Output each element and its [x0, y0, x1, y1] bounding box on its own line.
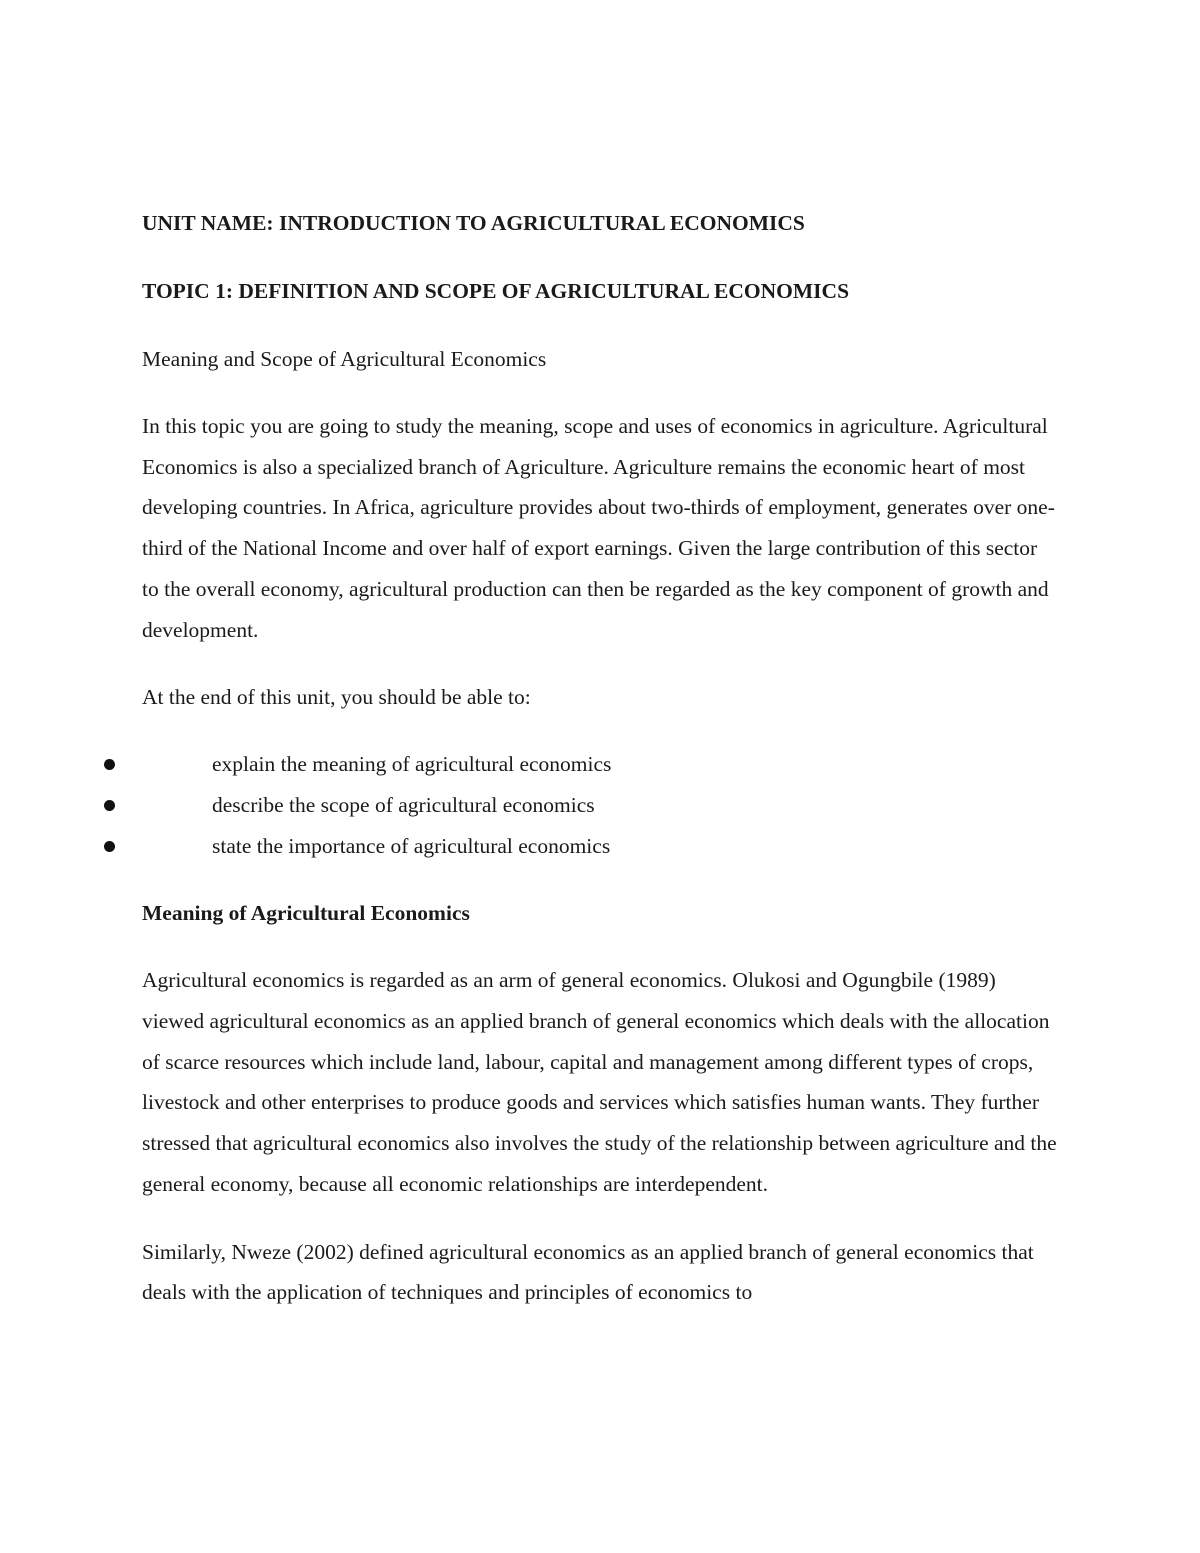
intro-paragraph: In this topic you are going to study the meaning, scope and uses of economics in agriculture. Agricultural Economics is also a specialized branch of Agriculture. Agriculture remains the economic heart of most developing countries. In Africa, agriculture provides about two-thirds of employment, generates over one-third of the National Income and over half of export earnings. Given the large contribution of this sector to the overall economy, agricultural production can then be regarded as the key component of growth and development. [142, 414, 1055, 642]
unit-heading: UNIT NAME: INTRODUCTION TO AGRICULTURAL ECONOMICS [142, 211, 805, 235]
bullet-icon [104, 800, 115, 811]
objectives-lead: At the end of this unit, you should be able to: [142, 685, 531, 710]
objective-text: state the importance of agricultural economics [212, 833, 611, 858]
topic-heading: TOPIC 1: DEFINITION AND SCOPE OF AGRICULTURAL ECONOMICS [142, 279, 850, 303]
section-title: Meaning of Agricultural Economics [142, 901, 470, 926]
meaning-paragraph-2: Similarly, Nweze (2002) defined agricultural economics as an applied branch of general economics that deals with the application of techniques and principles of economics to [142, 1239, 1034, 1305]
objective-text: describe the scope of agricultural economics [212, 792, 595, 817]
topic-subtitle: Meaning and Scope of Agricultural Economics [142, 347, 547, 371]
meaning-paragraph-1: Agricultural economics is regarded as an arm of general economics. Olukosi and Ogungbile (1989) viewed agricultural economics as an applied branch of general economics which deals with the allocation of scarce resources which include land, labour, capital and management among different types of crops, livestock and other enterprises to produce goods and services which satisfies human wants. They further stressed that agricultural economics also involves the study of the relationship between agriculture and the general economy, because all economic relationships are interdependent. [142, 968, 1057, 1196]
objective-text: explain the meaning of agricultural economics [212, 752, 612, 777]
document-body [142, 203, 1057, 1340]
bullet-icon [104, 841, 115, 852]
bullet-icon [104, 759, 115, 770]
objectives-list [142, 744, 1057, 866]
list-item [142, 785, 1057, 826]
list-item [142, 826, 1057, 867]
list-item [142, 744, 1057, 785]
